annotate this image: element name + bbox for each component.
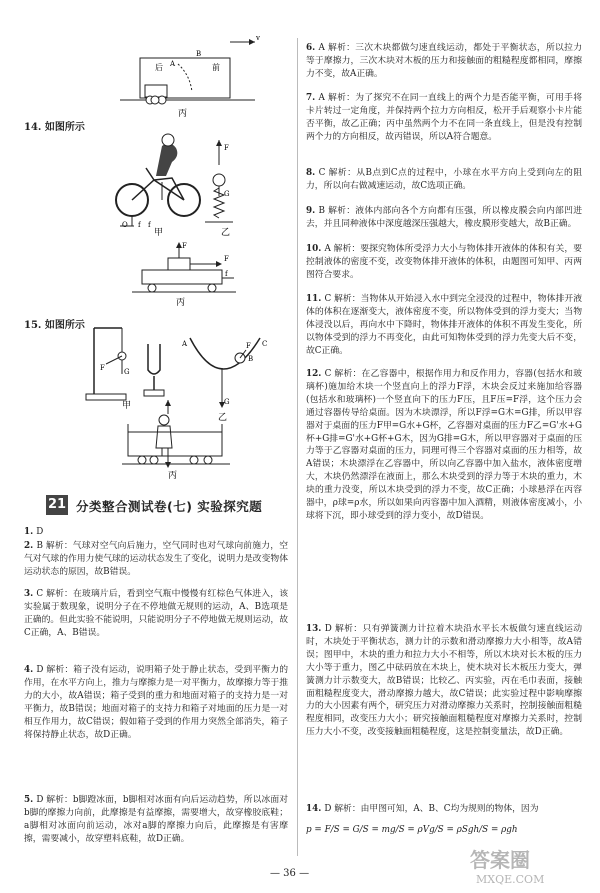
answer-number: 8.	[306, 168, 319, 178]
answer-text: B 解析：液体内部向各个方向都有压强，所以橡皮膜会向内部凹进去，并且同种液体中深度越深压强越大，橡皮膜形变越大，故B正确。	[306, 206, 582, 229]
page-number: — 36 —	[270, 868, 310, 879]
answer-number: 3.	[24, 589, 37, 599]
answer-text: D 解析：由甲图可知，A、B、C均为规则的物体，因为	[324, 804, 539, 814]
figure-top-caption: 丙	[178, 109, 188, 119]
q15-figure-person-cart	[122, 400, 232, 480]
answer-item	[306, 623, 582, 739]
q14-label: 14. 如图所示	[24, 122, 85, 133]
answer-text: C 解析：在玻璃片后，看到空气瓶中慢慢有红棕色气体进入，该实验属于数现象，说明分子在不停地做无规则的运动，A、B选项是正确的。但此实验不能说明，只能说明分子不停地做无规则运动，故C正确，A、B错误。	[24, 589, 289, 638]
label-v: v	[256, 34, 260, 42]
q14-caption-yi: 乙	[221, 228, 231, 238]
answer-number: 10.	[306, 244, 325, 254]
answer-text: B 解析：气球对空气向后施力，空气同时也对气球向前施力，空气对气球的作用力使气球的运动状态发生了变化，说明力是改变物体运动状态的原因，故B错误。	[24, 541, 289, 577]
answer-item	[306, 92, 582, 144]
section-heading	[46, 495, 276, 517]
q15-label-f: F	[246, 342, 251, 350]
q15-caption-bing: 丙	[168, 471, 178, 480]
q15-label-a: A	[182, 340, 188, 348]
answer-text: C 解析：当物体从开始浸入水中到完全浸没的过程中，物体排开液体的体积在逐渐变大，液体密度不变，所以物体受到的浮力变大；当物体浸没以后，再向水中下降时，物体排开液体的体积不再发生变化，所以物体受到的浮力不再变化，由此可知物体受到的浮力先变大后不变，故C正确。	[306, 294, 582, 356]
answer-text: D 解析：箱子没有运动，说明箱子处于静止状态，受到平衡力的作用，在水平方向上，推力与摩擦力是一对平衡力，故摩擦力等于推力的大小，故A错误；箱子受到的重力和地面对箱子的支持力是一对平衡力，故B错误；地面对箱子的支持力和箱子对地面的压力是一对相互作用力，故C错误；假如箱子受到的作用力突然全部消失，箱子将保持静止状态，故D正确。	[24, 665, 288, 740]
answer-number: 4.	[24, 665, 37, 675]
answer-number: 1.	[24, 527, 37, 537]
q15-label-gb: G	[224, 398, 230, 406]
answer-number: 5.	[24, 795, 37, 805]
answer-number: 11.	[306, 294, 325, 304]
answer-item	[306, 803, 582, 816]
q14-label-f1: f	[138, 221, 141, 229]
answer-item	[306, 42, 582, 81]
answer-text: A 解析：三次木块都做匀速直线运动，都处于平衡状态，所以拉力等于摩擦力，三次木块对木板的压力和接触面的粗糙程度都相同，摩擦力不变，故A正确。	[306, 43, 583, 79]
answer-number: 7.	[306, 93, 319, 103]
answer-text: C 解析：在乙容器中，根据作用力和反作用力，容器(包括水和玻璃杯)施加给木块一个竖直向上的浮力F浮，木块会反过来施加给容器(包括水和玻璃杯)一个竖直向下的压力F压，且F压=F浮，这个压力会通过容器传导给桌面。因为木块漂浮，所以F浮=G木=G排，所以甲容器对于桌面的压力F甲=G水+G杯，乙容器对桌面的压力F乙=G'水+G杯+G排=G'水+G杯+G木，因为G排=G木，所以甲容器对于桌面的压力等于乙容器对桌面的压力，同理可得三个容器对桌面的压力相等，故A错误；木块漂浮在乙容器中，所以向乙容器中加入盐水，液体密度增大，木块仍然漂浮在液面上，那么木块受到的浮力等于木块的重力，木块的重力没变，所以木块受到的浮力不变，故C正确；小球悬浮在丙容器中，ρ球=ρ水，所以如果向丙容器中加入酒精，则液体密度减小，小球将下沉，即小球受到的浮力变小，故D错误。	[306, 369, 582, 521]
q14-caption-jia: 甲	[154, 228, 164, 236]
section-number: 21	[46, 495, 68, 515]
answer-text: C 解析：从B点到C点的过程中，小球在水平方向上受到向左的阻力，所以向右做减速运动，故C选项正确。	[306, 168, 582, 191]
answer-item	[306, 205, 582, 231]
answer-number: 13.	[306, 624, 325, 634]
q15-label-c: C	[262, 340, 268, 348]
q15-caption-yi: 乙	[218, 413, 228, 423]
q14-figure-cart	[128, 238, 238, 308]
label-front: 前	[212, 63, 220, 72]
q14-label-f2: f	[148, 221, 151, 229]
q15-caption-jia: 甲	[122, 401, 132, 410]
answer-item	[306, 243, 582, 282]
q14-label-g: G	[224, 190, 230, 198]
answer-number: 2.	[24, 541, 37, 551]
q14-caption-bing: 丙	[176, 298, 186, 308]
answer-item	[24, 540, 288, 579]
q14-label-fn: F	[182, 242, 187, 250]
q14-figure-bicycle	[102, 128, 212, 236]
section-title: 分类整合测试卷(七) 实验探究题	[76, 499, 263, 514]
answer-item	[24, 664, 288, 741]
answer-number: 14.	[306, 804, 325, 814]
label-b: B	[196, 50, 202, 58]
answer-item	[306, 368, 582, 523]
q15-label-fn: F	[100, 364, 105, 372]
answer-text: A 解析：为了探究不在同一直线上的两个力是否能平衡，可用手将卡片转过一定角度，并保持两个拉力方向相反，松开手后观察小卡片能否平衡，故乙正确；丙中虽然两个力不在同一条直线上，但是没有控制两个力的方向相反，故丙错误，所以A符合题意。	[306, 93, 583, 142]
q15-figure-tuning-fork	[84, 320, 180, 410]
answer-number: 12.	[306, 369, 325, 379]
answer-number: 9.	[306, 206, 319, 216]
answer-item	[306, 167, 582, 193]
column-divider	[297, 38, 298, 856]
answer-number: 6.	[306, 43, 319, 53]
svg-text:答案圈: 答案圈	[470, 848, 530, 872]
answer-text: A 解析：要探究物体所受浮力大小与物体排开液体的体积有关，要控制液体的密度不变，改变物体排开液体的体积，由题图可知甲、丙两图符合要求。	[306, 244, 582, 280]
q14-label-f: F	[224, 144, 229, 152]
q15-label: 15. 如图所示	[24, 320, 85, 331]
answer-text: D 解析：b脚蹬冰面，b脚相对冰面有向后运动趋势，所以冰面对b脚的摩擦力向前，此摩擦是有益摩擦，需要增大，故穿橡胶底鞋；a脚相对冰面向前运动，冰对a脚的摩擦力向后，此摩擦是有害摩擦，需要减小，故穿塑料底鞋，故D正确。	[24, 795, 288, 844]
label-back: 后	[155, 63, 163, 72]
q14-label-fric: f	[225, 270, 228, 278]
answer-item	[306, 293, 582, 358]
answer-text: D 解析：只有弹簧测力计拉着木块沿水平长木板做匀速直线运动时，木块处于平衡状态，测力计的示数和滑动摩擦力大小相等，故A错误；图甲中，木块的重力和拉力大小不相等，所以木块对长木板的压力大小等于重力，图乙中砝码放在木块上，使木块对长木板压力变大，弹簧测力计示数变大，故B错误；比较乙、丙实验，丙在毛巾表面，接触面粗糙程度变大，滑动摩擦力越大，故C错误；此实验过程中影响摩擦力的大小因素有两个，研究压力对滑动摩擦力关系时，控制接触面粗糙程度相同，改变压力大小；研究接触面粗糙程度对摩擦力关系时，控制压力大小不变，改变接触面粗糙程度，这是控制变量法，故D正确。	[306, 624, 582, 738]
q15-label-b: B	[248, 355, 254, 363]
formula: p = F/S = G/S = mg/S = ρVg/S = ρSgh/S = ρgh	[306, 825, 518, 835]
answer-item	[24, 588, 288, 640]
q14-label-fbox: F	[224, 255, 229, 263]
figure-top-cart	[110, 30, 260, 120]
label-a: A	[170, 60, 176, 68]
answer-item	[24, 526, 288, 539]
q14-label-o: O	[122, 221, 128, 229]
answer-text: D	[36, 527, 44, 537]
q15-label-g: G	[124, 368, 130, 376]
answer-item	[24, 794, 288, 846]
watermark-logo	[462, 843, 590, 887]
q14-figure-spring	[199, 140, 249, 240]
svg-text:MXQE.COM: MXQE.COM	[476, 873, 545, 886]
